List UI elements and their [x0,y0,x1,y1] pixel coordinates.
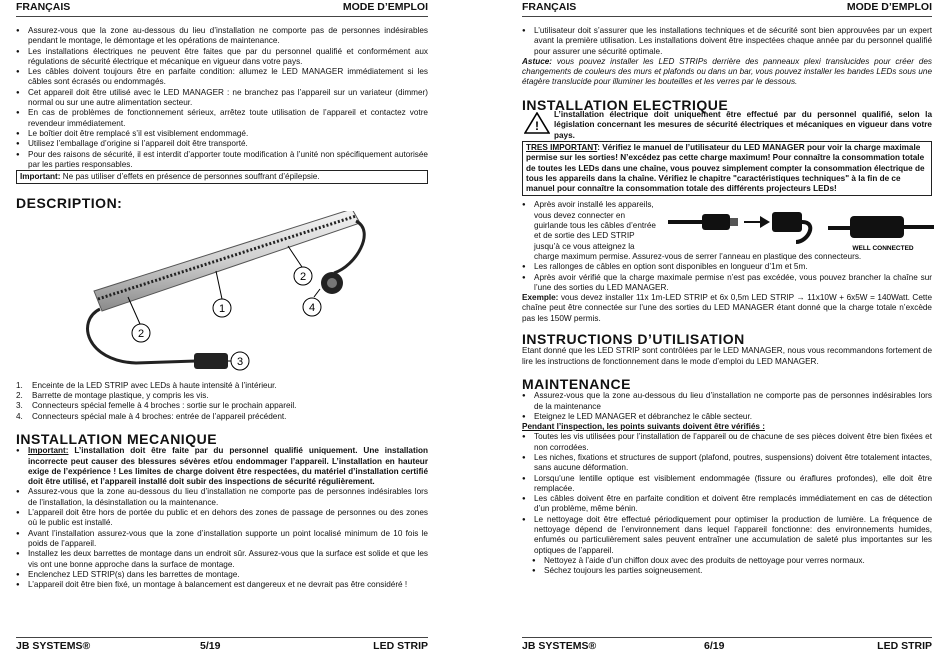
list-item: ● Le nettoyage doit être effectué périodiquement pour optimiser la production de lumière. La fréquence de nettoyage dépend de l’environnement dans lequel l’appareil fonctionne: des environnements humides, enfumés ou particulièrement sales peuvent entraîner une accumulation de saleté plus importantes sur les optiques de l’appareil. [522,515,932,556]
footer-brand: JB SYSTEMS® [16,640,91,652]
well-connected-label: WELL CONNECTED [852,245,914,253]
mechanical-list [16,446,428,590]
page-footer [16,637,428,654]
header-title: MODE D’EMPLOI [342,1,428,13]
list-item: ● Eteignez le LED MANAGER et débranchez le câble secteur. [522,412,932,422]
list-item: ● Nettoyez à l’aide d’un chiffon doux avec des produits de nettoyage pour verres normaux. [522,556,932,566]
example-paragraph: Exemple: vous devez installer 11x 1m-LED STRIP et 6x 0,5m LED STRIP → 11x10W + 6x5W = 140Watt. Cette chaîne peut être connectée sur l’une des sorties du LED MANAGER étant donné que la charge totale n’excède pas les 150W permis. [522,293,932,323]
cleaning-sublist [522,556,932,577]
list-item: ● Assurez-vous que la zone au-dessous du lieu d’installation ne comporte pas de personnes indésirables lors de l’installation, la désinstallation ou la maintenance. [16,487,428,508]
list-item: ● Après avoir installé les appareils, vous devez connecter en guirlande tous les câbles d’entrée et de sortie des LED STRIP jusqu’à ce vous atteignez la [522,200,662,251]
svg-text:!: ! [535,119,539,134]
male-plug-icon [702,214,730,230]
footer-product: LED STRIP [373,640,428,652]
footer-page-number: 6/19 [704,640,725,652]
left-page-body [16,26,428,590]
maintenance-list [522,391,932,422]
page-header [16,1,428,17]
list-item: ● Les câbles doivent être en parfaite condition et doivent être remplacés immédiatement en cas de détection d’un problème, même bénin. [522,494,932,515]
list-item: ● Les niches, fixations et structures de support (plafond, poutres, suspensions) doivent être totalement intactes, sans aucune déformation. [522,453,932,474]
right-page-body [522,26,932,577]
description-list [16,381,428,422]
footer-page-number: 5/19 [200,640,221,652]
connect-block [522,200,932,262]
list-item: 1. Enceinte de la LED STRIP avec LEDs à haute intensité à l’intérieur. [16,380,277,390]
important-text: Ne pas utiliser d’effets en présence de personnes souffrant d’épilepsie. [60,172,320,182]
maintenance-heading: MAINTENANCE [522,375,631,392]
description-heading: DESCRIPTION: [16,195,123,212]
footer-product: LED STRIP [877,640,932,652]
electrical-installation-heading: INSTALLATION ELECTRIQUE [522,96,729,113]
list-item: ● Installez les deux barrettes de montage dans un endroit sûr. Assurez-vous que la surface est solide et que les vis ont une bonne approche dans la surface de montage. [16,549,428,570]
page-footer [522,637,932,654]
usage-heading: INSTRUCTIONS D’UTILISATION [522,331,745,348]
inspection-list [522,432,932,556]
list-item: ● Assurez-vous que la zone au-dessous du lieu d’installation ne comporte pas de personnes indésirables pendant le montage, le démontage et les opérations de maintenance. [16,26,428,47]
warning-triangle-icon [524,112,550,134]
list-item: ● Assurez-vous que la zone au-dessous du lieu d’installation ne comporte pas de personnes indésirables lors de la maintenance [522,391,932,412]
list-item: ● En cas de problèmes de fonctionnement sérieux, arrêtez toute utilisation de l’appareil et contactez votre revendeur immédiatement. [16,108,428,129]
connector-illustration [668,200,934,252]
led-strip-illustration [16,211,428,381]
header-title: MODE D’EMPLOI [846,1,932,13]
callout-1: 1 [218,302,226,315]
arrow-icon [760,216,770,228]
electrical-warning: ! L’installation électrique doit uniquement être effectué par du personnel qualifié, selon la législation concernant les mesures de sécurité électriques et mécaniques en vigueur dans votre pays. [522,110,932,141]
list-item: ● Séchez toujours les parties soigneusement. [522,566,932,576]
list-item: ● Utilisez l’emballage d’origine si l’appareil doit être transporté. [16,139,428,149]
list-item: ● Avant l’installation assurez-vous que la zone d’installation supporte un point localisé minimum de 10 fois le poids de l’appareil. [16,529,428,550]
callout-2-bottom: 2 [137,327,145,340]
mechanical-installation-heading: INSTALLATION MECANIQUE [16,430,218,447]
male-connector-icon [194,353,228,369]
list-item: ● Pour des raisons de sécurité, il est interdit d’apporter toute modification à l’unité non spécifiquement autorisée par les parties responsables. [16,150,428,171]
list-item: ● Cet appareil doit être utilisé avec le LED MANAGER : ne branchez pas l’appareil sur un variateur (dimmer) normal ou sur une autre alimentation secteur. [16,88,428,109]
expert-list [522,26,932,57]
list-item: ● L’appareil doit être bien fixé, un montage à balancement est dangereux et ne devrait pas être considéré ! [16,580,428,590]
list-item: ● L’appareil doit être hors de portée du public et en dehors des zones de passage de personnes ou des zones où le public est installé. [16,508,428,529]
connect-list [522,200,662,251]
connected-plug-icon [850,216,904,238]
list-item: ● Après avoir vérifié que la charge maximale permise n’est pas excédée, vous pouvez brancher la chaîne sur l’une des sorties du LED MANAGER. [522,273,932,294]
list-item: ● Enclenchez LED STRIP(s) dans les barrettes de montage. [16,570,428,580]
callout-3: 3 [236,355,244,368]
right-page [522,0,932,654]
list-item: ● Le boîtier doit être remplacé s’il est visiblement endommagé. [16,129,428,139]
list-item: ● Les installations électriques ne peuvent être faites que par du personnel qualifié et conformément aux régulations de sécurité électrique et mécanique en vigueur dans votre pays. [16,47,428,68]
tres-important-box: TRES IMPORTANT: Vérifiez le manuel de l’utilisateur du LED MANAGER pour voir la charge maximale permise sur les sorties! N’excédez pas cette charge maximum! Pour connaître la consommation totale de toutes les LEDs dans une chaîne, vous pouvez simplement compter la consommation électrique de tous les appareils dans la chaîne. Vérifiez le chapitre "caractéristiques techniques" à la fin de ce manuel pour connaître la consommation totale des différents projecteurs LEDs! [522,141,932,196]
callout-2-top: 2 [299,270,307,283]
header-language: FRANÇAIS [522,1,577,13]
header-language: FRANÇAIS [16,1,71,13]
epilepsy-warning-box [16,170,428,184]
led-strip-tube [94,211,360,311]
page-header [522,1,932,17]
list-item: ● Les rallonges de câbles en option sont disponibles en longueur d’1m et 5m. [522,262,932,272]
list-item: ● L’utilisateur doit s’assurer que les installations techniques et de sécurité sont bien approuvées par un expert avant la première utilisation. Les installations doivent être inspectées chaque année par du personnel qualifié pour assurer une sécurité optimale. [522,26,932,57]
list-item: 2. Barrette de montage plastique, y compris les vis. [16,391,209,401]
list-item: ● Toutes les vis utilisées pour l’installation de l’appareil ou de chacune de ses pièces doivent être bien fixées et non corrodées. [522,432,932,453]
female-plug-icon [772,212,802,232]
inspection-heading: Pendant l’inspection, les points suivants doivent être vérifiés : [522,422,765,432]
list-item: ● Important: L’installation doit être faite par du personnel qualifié uniquement. Une installation incorrecte peut causer des blessures sévères et/ou endommager l’appareil. L’installation en hauteur exige de l’expérience ! Les limites de charge doivent être respectées, du matériel d’installation certifié doit être utilisé, et l’appareil installé doit subir des inspections de sécurité régulièrement. [16,446,428,487]
callout-4: 4 [308,301,316,314]
safety-list [16,26,428,170]
electrical-list [522,262,932,293]
list-item: ● Les câbles doivent toujours être en parfaite condition: allumez le LED MANAGER immédiatement si les câbles sont écrasés ou endommagés. [16,67,428,88]
footer-brand: JB SYSTEMS® [522,640,597,652]
list-item: ● Lorsqu’une lentille optique est visiblement endommagée (fissure ou éraflures profondes), elle doit être remplacée. [522,474,932,495]
important-label: Important: [20,172,61,182]
usage-paragraph: Etant donné que les LED STRIP sont contrôlées par le LED MANAGER, nous vous recommandons fortement de lire les instructions de fonctionnement dans le mode d’emploi du LED MANAGER. [522,346,932,366]
connect-continuation: charge maximum permise. Assurez-vous de serrer l’anneau en plastique des connecteurs. [534,251,862,261]
astuce-paragraph: Astuce: vous pouvez installer les LED STRIPs derrière des panneaux plexi translucides pour créer des changements de couleurs des murs et plafonds ou dans un bar, vous pouvez installer les bandes LEDs sous une étagère translucide pour illuminer les bouteilles et les verres par le dessous. [522,56,932,87]
list-item: 3. Connecteurs spécial femelle à 4 broches : sortie sur le prochain appareil. [16,401,297,411]
left-page [16,0,428,654]
list-item: 4. Connecteurs spécial male à 4 broches: entrée de l’appareil précédent. [16,411,287,421]
